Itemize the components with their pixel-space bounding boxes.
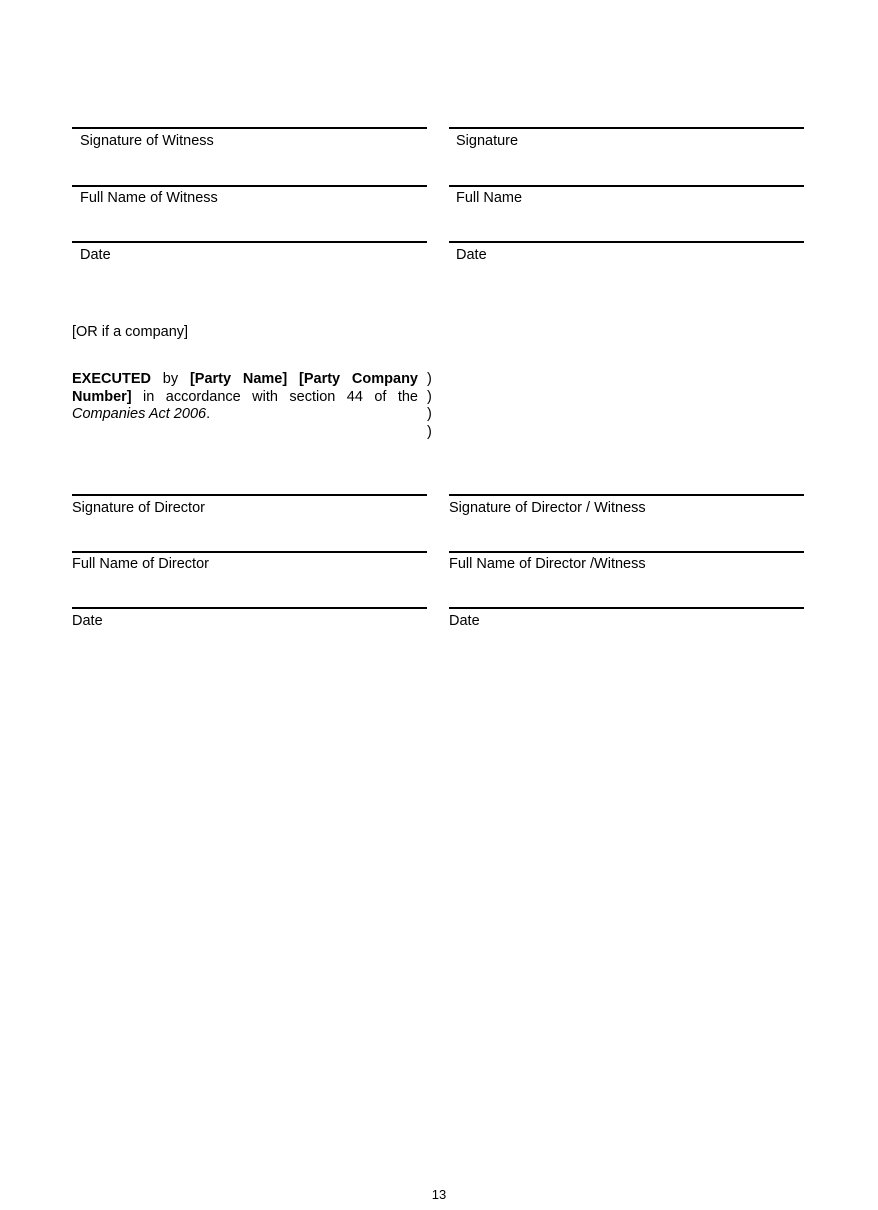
full-name-of-director-witness-line[interactable] [449, 551, 804, 553]
bracket: ) [427, 406, 432, 422]
full-name-of-director-label: Full Name of Director [72, 556, 209, 572]
full-name-of-witness-label: Full Name of Witness [80, 190, 218, 206]
by-text: by [150, 371, 190, 387]
signature-of-witness-line[interactable] [72, 127, 427, 129]
full-name-of-witness-line[interactable] [72, 185, 427, 187]
accordance-text: in accordance with section 44 of the [131, 388, 418, 405]
director-witness-date-line[interactable] [449, 607, 804, 609]
execution-clause [72, 371, 418, 424]
director-date-line[interactable] [72, 607, 427, 609]
period: . [206, 406, 211, 422]
witness-date-line[interactable] [72, 241, 427, 243]
bracket: ) [427, 388, 432, 405]
signature-line[interactable] [449, 127, 804, 129]
signature-of-director-witness-line[interactable] [449, 494, 804, 496]
full-name-of-director-witness-label: Full Name of Director /Witness [449, 556, 646, 572]
signature-of-director-label: Signature of Director [72, 500, 205, 516]
bracket: ) [427, 371, 432, 387]
full-name-of-director-line[interactable] [72, 551, 427, 553]
executed-keyword: EXECUTED [72, 371, 151, 387]
page-number: 13 [431, 1187, 447, 1202]
signature-of-witness-label: Signature of Witness [80, 133, 214, 149]
act-name: Companies Act 2006 [72, 406, 207, 422]
date-label: Date [456, 247, 487, 263]
date-line[interactable] [449, 241, 804, 243]
full-name-label: Full Name [456, 190, 523, 206]
signature-of-director-witness-label: Signature of Director / Witness [449, 500, 646, 516]
party-name-placeholder: [Party Name] [Party Company Number] [72, 371, 418, 405]
director-witness-date-label: Date [449, 613, 480, 629]
company-alternative-heading: [OR if a company] [72, 324, 189, 340]
bracket-column [427, 371, 432, 441]
full-name-line[interactable] [449, 185, 804, 187]
signature-label: Signature [456, 133, 519, 149]
signature-of-director-line[interactable] [72, 494, 427, 496]
witness-date-label: Date [80, 247, 111, 263]
director-date-label: Date [72, 613, 103, 629]
bracket: ) [427, 423, 432, 440]
